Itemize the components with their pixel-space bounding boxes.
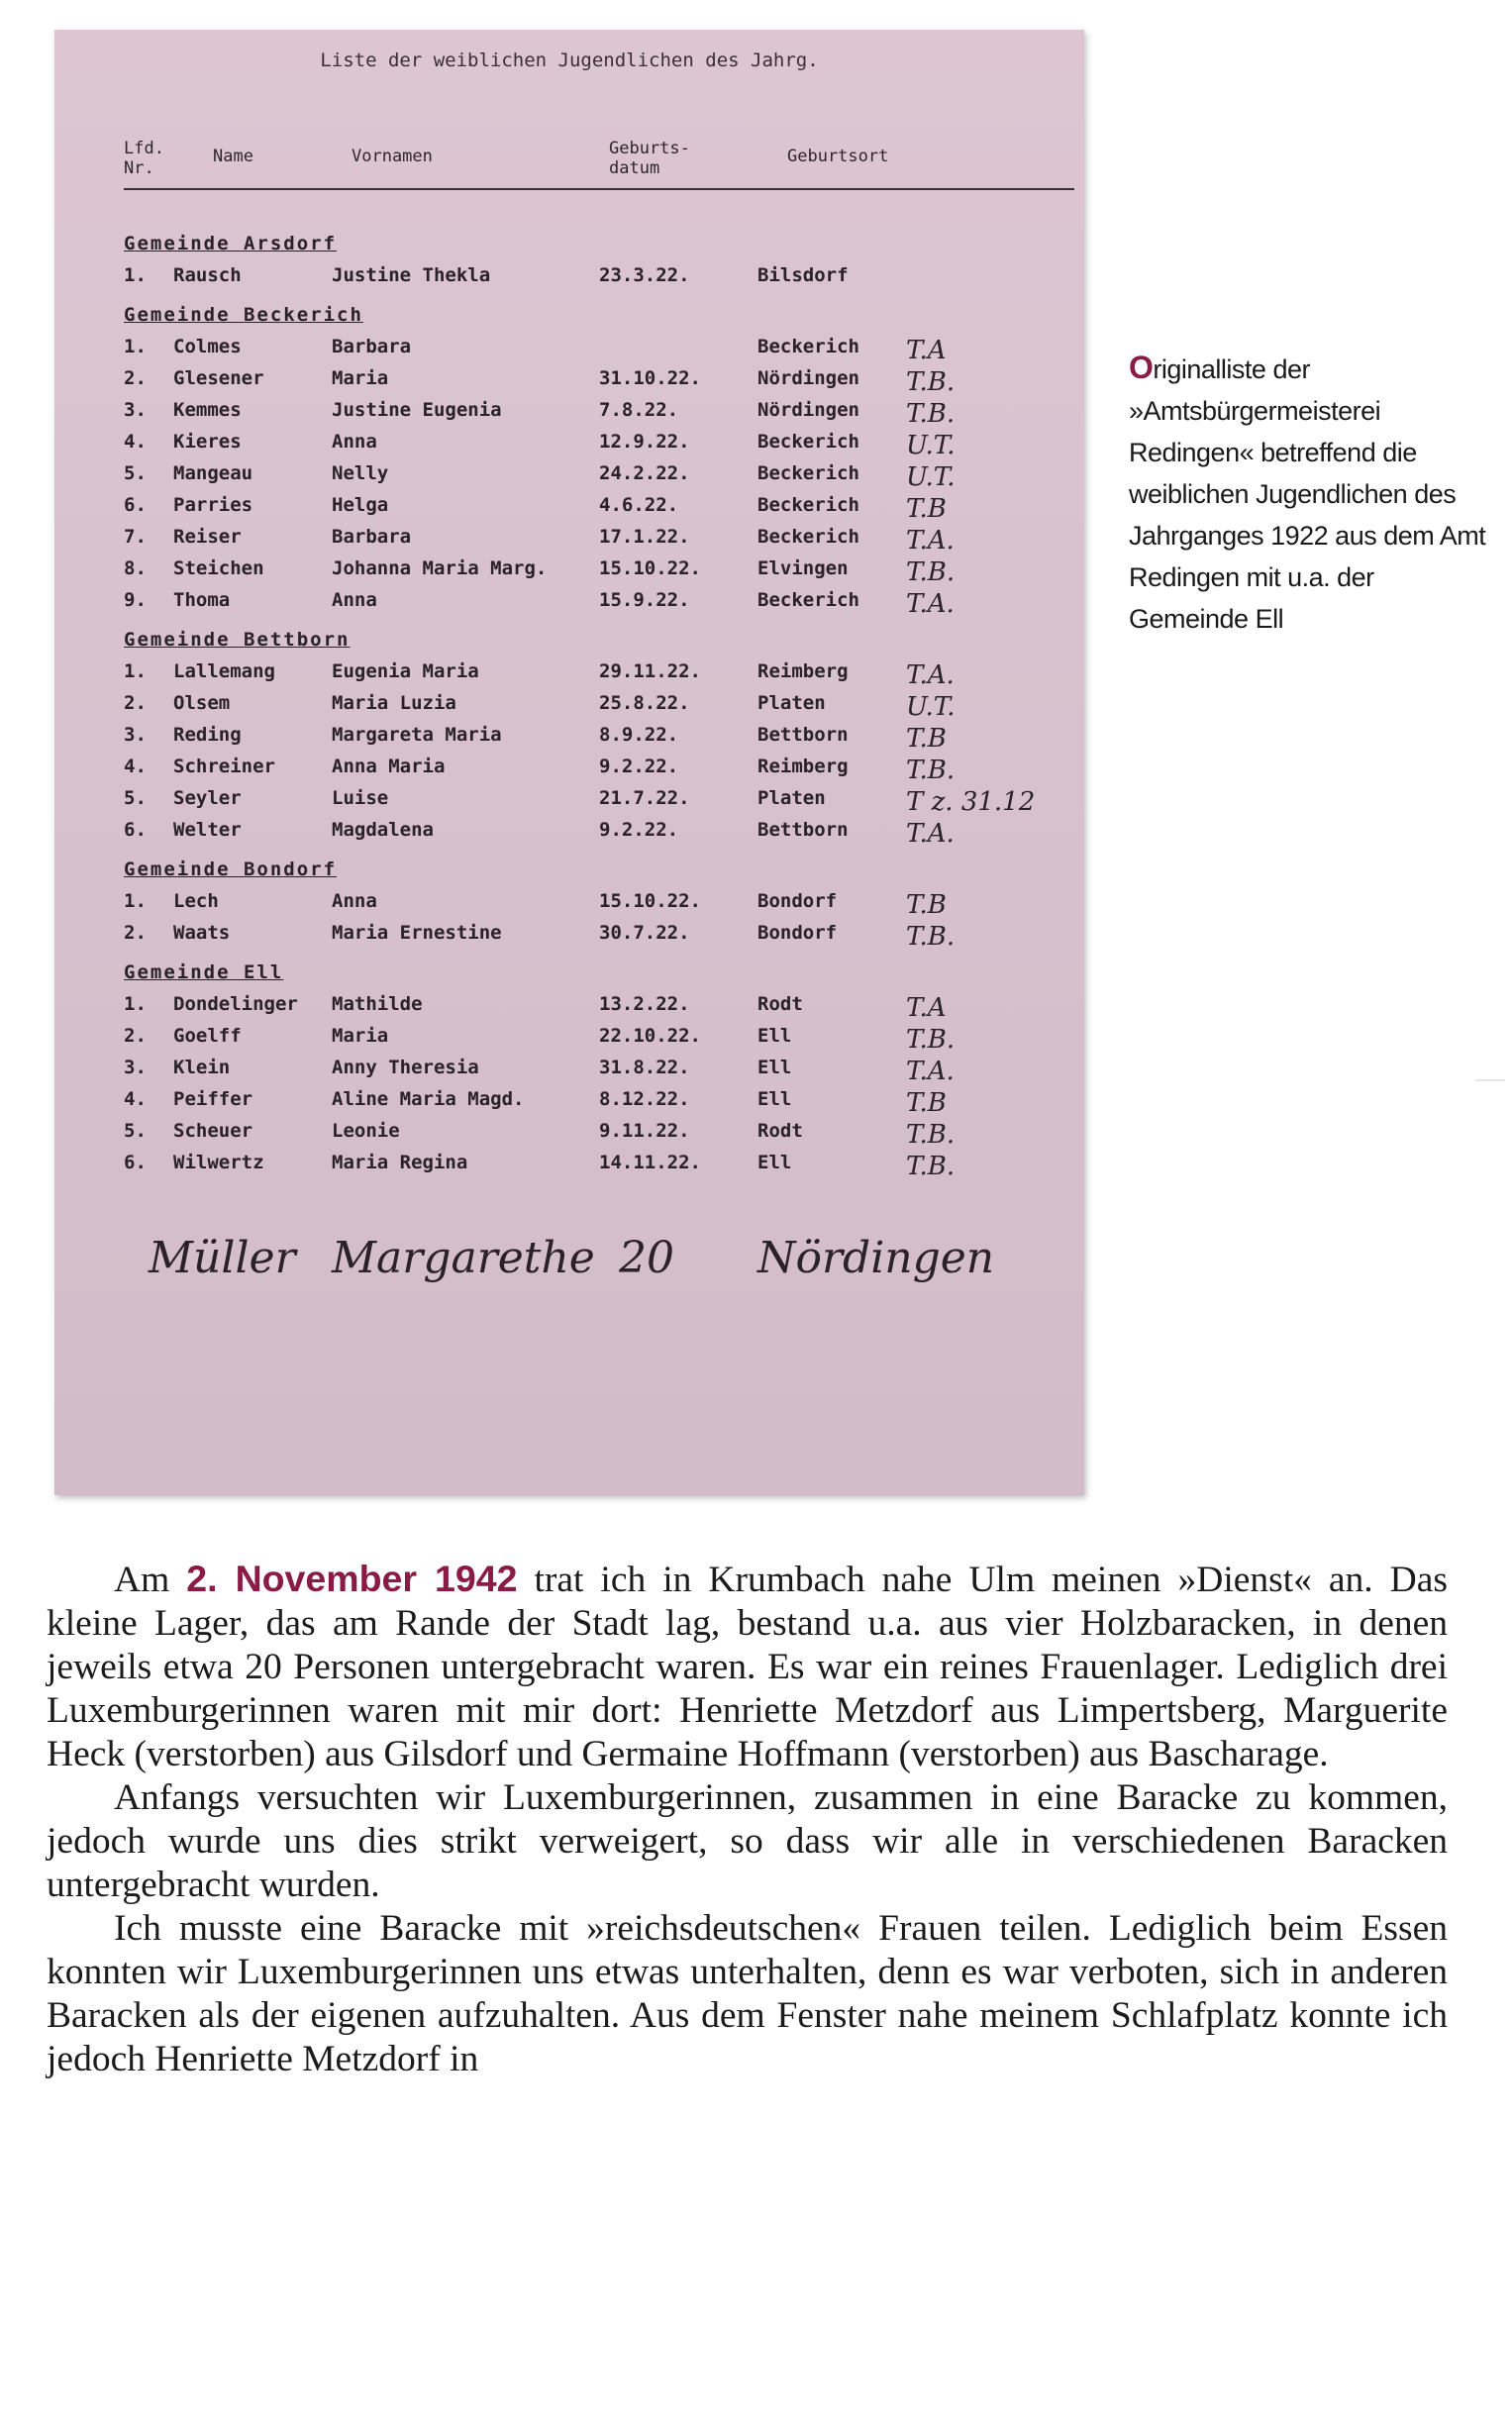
- row-datum: 23.3.22.: [599, 264, 690, 286]
- table-row: [54, 526, 1084, 557]
- row-datum: 22.10.22.: [599, 1025, 701, 1047]
- row-handwritten-note: T.A.: [906, 1057, 955, 1086]
- row-ort: Bondorf: [757, 922, 838, 944]
- caption-text: riginalliste der »Amtsbürgermeisterei Redingen« betreffend die weiblichen Jugendlichen des Jahrganges 1922 aus dem Amt Redingen mit u.a. der Gemeinde Ell: [1129, 354, 1486, 634]
- table-row: [54, 692, 1084, 724]
- row-vorname: Maria: [332, 1025, 389, 1047]
- table-row: [54, 462, 1084, 494]
- table-row: [54, 589, 1084, 621]
- row-datum: 4.6.22.: [599, 494, 679, 516]
- paragraph-1: [47, 1557, 1448, 1776]
- date-highlight: 2. November 1942: [186, 1558, 518, 1599]
- row-name: Olsem: [173, 692, 231, 714]
- table-row: [54, 1025, 1084, 1057]
- paragraph-1-start: Am: [114, 1560, 187, 1600]
- row-ort: Bettborn: [757, 724, 849, 746]
- header-geburtsdatum: Geburts-datum: [609, 139, 690, 178]
- row-ort: Reimberg: [757, 660, 849, 682]
- row-name: Colmes: [173, 336, 242, 357]
- municipality-label: Gemeinde Bettborn: [124, 629, 351, 651]
- table-row: [54, 922, 1084, 954]
- row-vorname: Maria Luzia: [332, 692, 456, 714]
- row-handwritten-note: T.B.: [906, 1152, 956, 1181]
- row-handwritten-note: U.T.: [906, 462, 956, 492]
- row-nr: 3.: [124, 1057, 147, 1078]
- row-handwritten-note: T.B: [906, 494, 947, 524]
- signature-name: Müller: [149, 1233, 296, 1283]
- table-row: [54, 724, 1084, 756]
- row-handwritten-note: T.A.: [906, 589, 955, 619]
- row-datum: 9.11.22.: [599, 1120, 690, 1142]
- row-name: Rausch: [173, 264, 242, 286]
- row-vorname: Anna: [332, 589, 377, 611]
- row-vorname: Mathilde: [332, 993, 423, 1015]
- row-vorname: Barbara: [332, 336, 412, 357]
- row-nr: 2.: [124, 1025, 147, 1047]
- table-row: [54, 1152, 1084, 1183]
- row-datum: 29.11.22.: [599, 660, 701, 682]
- row-handwritten-note: T.B.: [906, 399, 956, 429]
- table-row: [54, 557, 1084, 589]
- row-handwritten-note: T.A.: [906, 660, 955, 690]
- row-handwritten-note: T.B: [906, 724, 947, 754]
- document-title: Liste der weiblichen Jugendlichen des Jahrg.: [320, 50, 819, 71]
- row-ort: Beckerich: [757, 431, 859, 453]
- row-datum: 7.8.22.: [599, 399, 679, 421]
- row-vorname: Eugenia Maria: [332, 660, 479, 682]
- row-nr: 1.: [124, 993, 147, 1015]
- row-ort: Nördingen: [757, 367, 859, 389]
- row-datum: 25.8.22.: [599, 692, 690, 714]
- row-datum: 31.8.22.: [599, 1057, 690, 1078]
- municipality-heading: [54, 858, 1084, 890]
- row-name: Lallemang: [173, 660, 275, 682]
- row-datum: 8.9.22.: [599, 724, 679, 746]
- archival-document-scan: [54, 30, 1084, 1495]
- row-handwritten-note: T.B.: [906, 922, 956, 952]
- row-nr: 6.: [124, 494, 147, 516]
- body-text: [47, 1557, 1448, 2081]
- row-name: Welter: [173, 819, 242, 841]
- table-row: [54, 660, 1084, 692]
- row-nr: 7.: [124, 526, 147, 548]
- row-vorname: Maria Regina: [332, 1152, 468, 1173]
- row-handwritten-note: T.B.: [906, 1120, 956, 1150]
- row-handwritten-note: T.B.: [906, 367, 956, 397]
- row-name: Goelff: [173, 1025, 242, 1047]
- row-vorname: Maria Ernestine: [332, 922, 502, 944]
- table-row: [54, 756, 1084, 787]
- document-content: [54, 30, 1084, 1495]
- row-nr: 1.: [124, 264, 147, 286]
- row-vorname: Margareta Maria: [332, 724, 502, 746]
- row-datum: 24.2.22.: [599, 462, 690, 484]
- row-name: Klein: [173, 1057, 231, 1078]
- row-name: Kemmes: [173, 399, 242, 421]
- row-handwritten-note: T.B.: [906, 756, 956, 785]
- row-ort: Reimberg: [757, 756, 849, 777]
- municipality-label: Gemeinde Arsdorf: [124, 233, 338, 254]
- row-nr: 5.: [124, 787, 147, 809]
- row-nr: 3.: [124, 399, 147, 421]
- caption-initial: O: [1129, 350, 1154, 385]
- row-nr: 1.: [124, 336, 147, 357]
- row-vorname: Barbara: [332, 526, 412, 548]
- municipality-label: Gemeinde Bondorf: [124, 858, 338, 880]
- row-nr: 6.: [124, 819, 147, 841]
- row-handwritten-note: T z. 31.12: [906, 787, 1036, 817]
- row-vorname: Maria: [332, 367, 389, 389]
- row-name: Kieres: [173, 431, 242, 453]
- row-datum: 12.9.22.: [599, 431, 690, 453]
- row-handwritten-note: T.A: [906, 993, 947, 1023]
- row-ort: Bilsdorf: [757, 264, 849, 286]
- row-datum: 15.9.22.: [599, 589, 690, 611]
- header-geburtsort: Geburtsort: [787, 147, 889, 166]
- row-vorname: Aline Maria Magd.: [332, 1088, 525, 1110]
- row-ort: Beckerich: [757, 526, 859, 548]
- row-datum: 9.2.22.: [599, 819, 679, 841]
- table-row: [54, 367, 1084, 399]
- table-row: [54, 1088, 1084, 1120]
- signature-ort: Nördingen: [757, 1233, 995, 1283]
- row-ort: Beckerich: [757, 494, 859, 516]
- row-datum: 8.12.22.: [599, 1088, 690, 1110]
- row-name: Dondelinger: [173, 993, 298, 1015]
- row-ort: Platen: [757, 692, 826, 714]
- row-nr: 8.: [124, 557, 147, 579]
- row-ort: Elvingen: [757, 557, 849, 579]
- row-vorname: Anna: [332, 890, 377, 912]
- row-ort: Bettborn: [757, 819, 849, 841]
- row-ort: Ell: [757, 1025, 792, 1047]
- margin-mark: [1475, 1079, 1505, 1081]
- row-handwritten-note: T.A: [906, 336, 947, 365]
- row-nr: 9.: [124, 589, 147, 611]
- header-name: Name: [213, 147, 253, 166]
- signature-vorname: Margarethe: [332, 1233, 595, 1283]
- row-nr: 2.: [124, 922, 147, 944]
- row-nr: 3.: [124, 724, 147, 746]
- municipality-heading: [54, 304, 1084, 336]
- row-nr: 5.: [124, 1120, 147, 1142]
- row-handwritten-note: T.B.: [906, 1025, 956, 1055]
- row-vorname: Johanna Maria Marg.: [332, 557, 548, 579]
- row-name: Seyler: [173, 787, 242, 809]
- row-ort: Beckerich: [757, 462, 859, 484]
- row-nr: 4.: [124, 1088, 147, 1110]
- row-name: Thoma: [173, 589, 231, 611]
- row-nr: 2.: [124, 692, 147, 714]
- row-name: Reiser: [173, 526, 242, 548]
- row-vorname: Leonie: [332, 1120, 400, 1142]
- row-vorname: Anna: [332, 431, 377, 453]
- table-row: [54, 399, 1084, 431]
- table-row: [54, 431, 1084, 462]
- row-name: Parries: [173, 494, 253, 516]
- row-ort: Rodt: [757, 1120, 803, 1142]
- municipality-label: Gemeinde Beckerich: [124, 304, 363, 326]
- row-handwritten-note: U.T.: [906, 692, 956, 722]
- table-row: [54, 494, 1084, 526]
- row-name: Lech: [173, 890, 219, 912]
- row-datum: 13.2.22.: [599, 993, 690, 1015]
- row-name: Schreiner: [173, 756, 275, 777]
- table-row: [54, 993, 1084, 1025]
- municipality-heading: [54, 233, 1084, 264]
- row-name: Glesener: [173, 367, 264, 389]
- row-datum: 31.10.22.: [599, 367, 701, 389]
- paragraph-2: Anfangs versuchten wir Luxemburgerinnen, zusammen in eine Baracke zu kommen, jedoch wurde uns dies strikt verweigert, so dass wir alle in verschiedenen Baracken untergebracht wurden.: [47, 1777, 1448, 1905]
- table-row: [54, 1120, 1084, 1152]
- row-nr: 5.: [124, 462, 147, 484]
- row-handwritten-note: T.B: [906, 890, 947, 920]
- row-name: Peiffer: [173, 1088, 253, 1110]
- table-row: [54, 1057, 1084, 1088]
- table-row: [54, 890, 1084, 922]
- municipality-label: Gemeinde Ell: [124, 961, 284, 983]
- row-datum: 17.1.22.: [599, 526, 690, 548]
- row-handwritten-note: T.A.: [906, 819, 955, 849]
- row-nr: 1.: [124, 890, 147, 912]
- row-handwritten-note: T.B.: [906, 557, 956, 587]
- row-name: Reding: [173, 724, 242, 746]
- row-ort: Beckerich: [757, 336, 859, 357]
- row-ort: Bondorf: [757, 890, 838, 912]
- header-vornamen: Vornamen: [352, 147, 433, 166]
- row-datum: 9.2.22.: [599, 756, 679, 777]
- row-ort: Rodt: [757, 993, 803, 1015]
- row-ort: Nördingen: [757, 399, 859, 421]
- table-row: [54, 819, 1084, 851]
- row-nr: 4.: [124, 756, 147, 777]
- row-nr: 2.: [124, 367, 147, 389]
- header-lfd-nr: Lfd. Nr.: [124, 139, 164, 178]
- row-vorname: Luise: [332, 787, 389, 809]
- row-handwritten-note: T.B: [906, 1088, 947, 1118]
- row-handwritten-note: T.A.: [906, 526, 955, 556]
- row-name: Steichen: [173, 557, 264, 579]
- row-ort: Platen: [757, 787, 826, 809]
- municipality-heading: [54, 961, 1084, 993]
- row-vorname: Justine Eugenia: [332, 399, 502, 421]
- row-handwritten-note: U.T.: [906, 431, 956, 460]
- row-vorname: Nelly: [332, 462, 389, 484]
- table-row: [54, 336, 1084, 367]
- row-datum: 15.10.22.: [599, 890, 701, 912]
- row-nr: 4.: [124, 431, 147, 453]
- signature-datum: 20: [619, 1233, 674, 1283]
- figure-caption: [1129, 347, 1495, 640]
- row-ort: Ell: [757, 1088, 792, 1110]
- row-nr: 1.: [124, 660, 147, 682]
- row-datum: 14.11.22.: [599, 1152, 701, 1173]
- row-vorname: Justine Thekla: [332, 264, 491, 286]
- header-rule: [124, 188, 1074, 190]
- row-datum: 15.10.22.: [599, 557, 701, 579]
- row-name: Wilwertz: [173, 1152, 264, 1173]
- row-ort: Beckerich: [757, 589, 859, 611]
- row-datum: 21.7.22.: [599, 787, 690, 809]
- table-row: [54, 787, 1084, 819]
- paragraph-3: Ich musste eine Baracke mit »reichsdeutschen« Frauen teilen. Lediglich beim Essen konnten wir Luxemburgerinnen uns etwas unterhalten, denn es war verboten, sich in anderen Baracken als der eigenen aufzuhalten. Aus dem Fenster nahe meinem Schlafplatz konnte ich jedoch Henriette Metzdorf in: [47, 1908, 1448, 2079]
- row-vorname: Magdalena: [332, 819, 434, 841]
- row-nr: 6.: [124, 1152, 147, 1173]
- row-ort: Ell: [757, 1152, 792, 1173]
- municipality-heading: [54, 629, 1084, 660]
- paragraph-1-rest: trat ich in Krumbach nahe Ulm meinen »Dienst« an. Das kleine Lager, das am Rande der Stadt lag, bestand u.a. aus vier Holzbaracken, in denen jeweils etwa 20 Personen untergebracht waren. Es war ein reines Frauenlager. Lediglich drei Luxemburgerinnen waren mit mir dort: Henriette Metzdorf aus Limpertsberg, Marguerite Heck (verstorben) aus Gilsdorf und Germaine Hoffmann (verstorben) aus Bascharage.: [47, 1560, 1448, 1774]
- row-vorname: Anny Theresia: [332, 1057, 479, 1078]
- row-ort: Ell: [757, 1057, 792, 1078]
- row-datum: 30.7.22.: [599, 922, 690, 944]
- row-vorname: Anna Maria: [332, 756, 446, 777]
- row-name: Waats: [173, 922, 231, 944]
- row-vorname: Helga: [332, 494, 389, 516]
- row-name: Mangeau: [173, 462, 253, 484]
- table-row: [54, 264, 1084, 296]
- row-name: Scheuer: [173, 1120, 253, 1142]
